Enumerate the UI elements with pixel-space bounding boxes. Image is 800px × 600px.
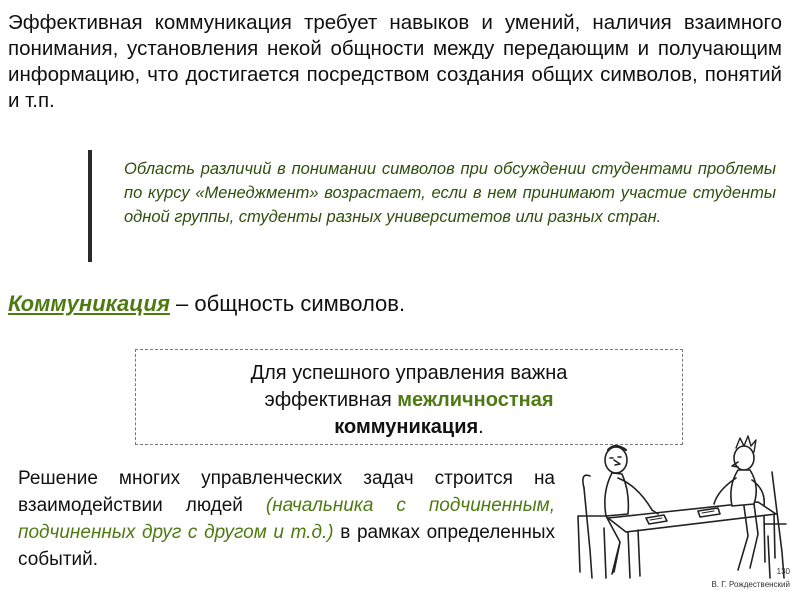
bottom-part-1: Решение многих управленческих задач строится на взаимодействии людей: [18, 468, 555, 516]
definition-line: [8, 291, 405, 317]
highlight-box: [135, 349, 683, 445]
highlight-plain: эффективная: [264, 389, 398, 411]
highlight-line-2: [136, 387, 682, 414]
quote-paragraph: Область различий в понимании символов при обсуждении студентами проблемы по курсу «Менеджмент» возрастает, если в нем принимают участие студенты одной группы, студенты разных университетов или разных стран.: [124, 160, 776, 226]
page-number: 130: [776, 567, 790, 576]
definition-text: – общность символов.: [169, 291, 406, 316]
quote-bar: [88, 150, 92, 262]
author-credit: В. Г. Рождественский: [711, 580, 790, 589]
highlight-line-1: Для успешного управления важна: [250, 362, 568, 384]
intro-paragraph: Эффективная коммуникация требует навыков и умений, наличия взаимного понимания, установления некой общности между передающим и получающим информацию, что достигается посредством создания общих символов, понятий и т.п.: [8, 11, 782, 112]
definition-term: Коммуникация: [8, 291, 170, 316]
bottom-italic: (начальника с подчиненным, подчиненных друг с другом и т.д.): [18, 495, 555, 543]
highlight-end: .: [478, 416, 484, 438]
bottom-part-3: в рамках определенных событий.: [18, 522, 556, 570]
highlight-green: межличностная: [397, 389, 554, 411]
bottom-paragraph: [18, 465, 555, 573]
highlight-bold: коммуникация: [334, 416, 479, 438]
cartoon-meeting-illustration: [568, 432, 794, 582]
